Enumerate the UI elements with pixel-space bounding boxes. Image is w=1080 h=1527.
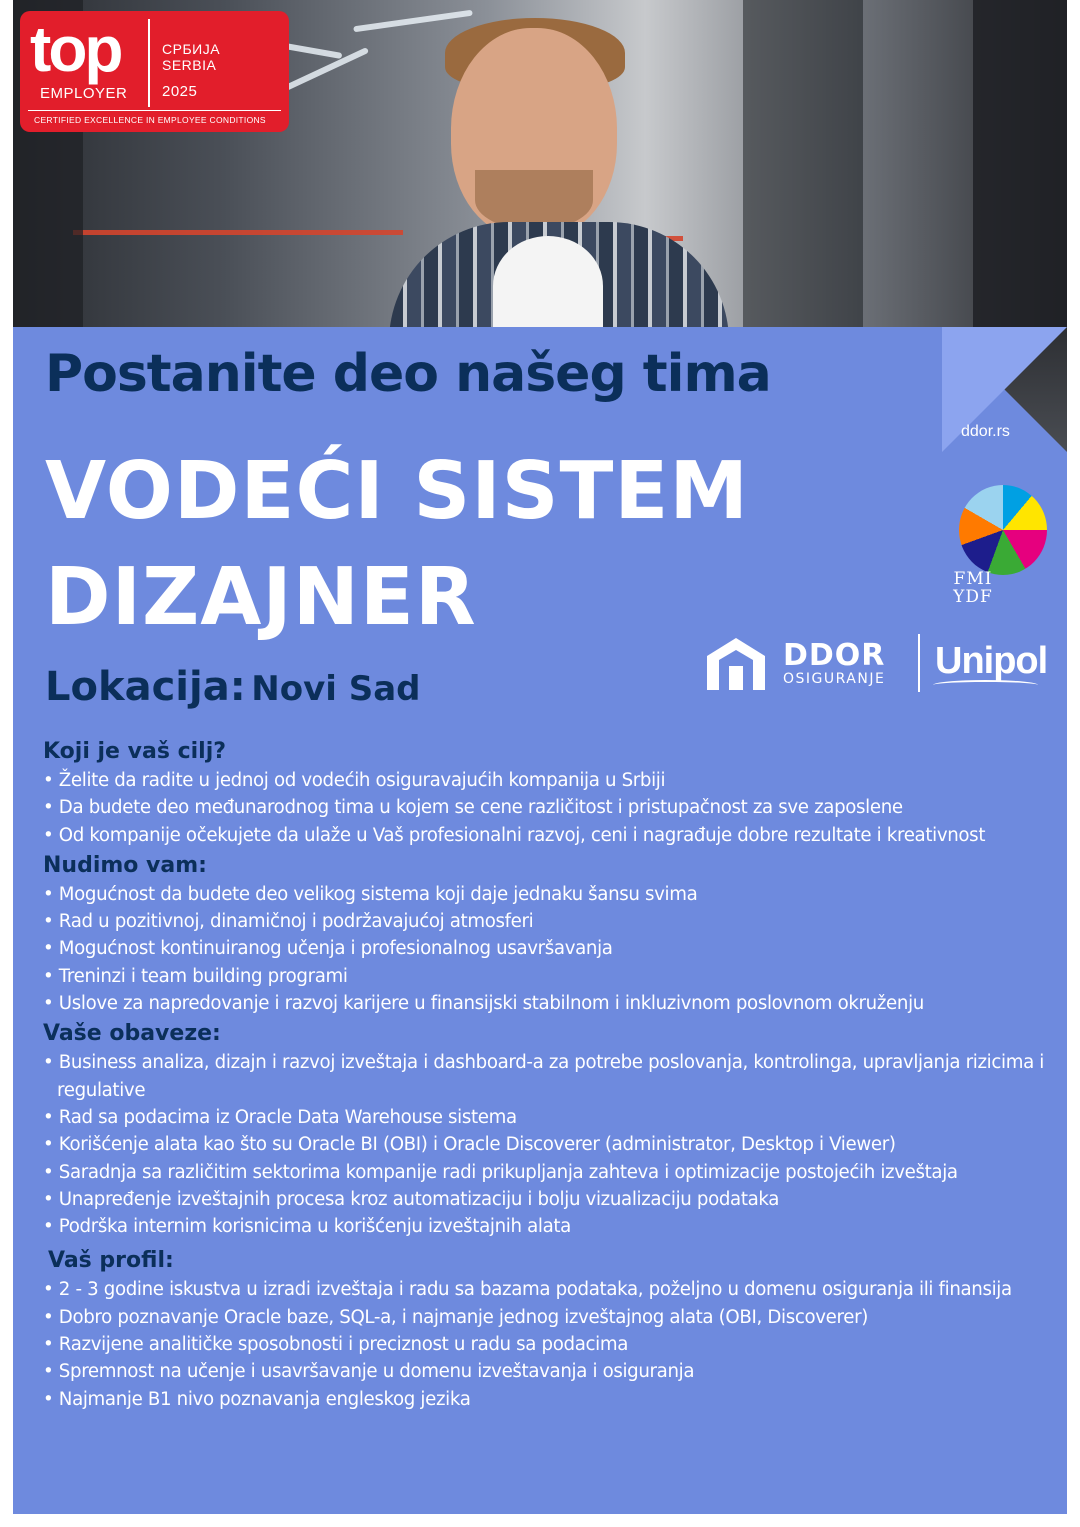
- list-item: • Mogućnost kontinuiranog učenja i profesionalnog usavršavanja: [43, 938, 613, 960]
- location-value: Novi Sad: [251, 669, 421, 709]
- section-duties: [43, 1019, 1067, 1240]
- list-item: • Najmanje B1 nivo poznavanja engleskog jezika: [43, 1388, 471, 1410]
- list-item: • Podrška internim korisnicima u korišćenju izveštajnih alata: [43, 1216, 571, 1238]
- ddor-logo-sub: OSIGURANJE: [783, 671, 886, 687]
- job-title-line-1: VODEĆI SISTEM: [45, 445, 749, 537]
- badge-year: 2025: [162, 83, 198, 100]
- section-heading: Nudimo vam:: [43, 852, 207, 878]
- list-item: • 2 - 3 godine iskustva u izradi izveštaja i radu sa bazama podataka, poželjno u domenu osiguranja ili finansija: [43, 1279, 1012, 1301]
- logo-divider: [918, 634, 920, 692]
- section-profile: [43, 1246, 1067, 1412]
- job-poster: [13, 0, 1067, 1514]
- list-item: • Da budete deo međunarodnog tima u kojem se cene različitost i pristupačnost za sve zaposlene: [43, 797, 903, 819]
- location: [45, 664, 421, 710]
- badge-employer: EMPLOYER: [40, 85, 128, 102]
- ddor-logo-name: DDOR: [783, 638, 886, 673]
- fmi-logo-text: FMI YDF: [953, 569, 993, 607]
- section-goal: [43, 737, 1067, 849]
- list-item: • Korišćenje alata kao što su Oracle BI (OBI) i Oracle Discoverer (administrator, Desktop i Viewer): [43, 1134, 896, 1156]
- location-label: Lokacija:: [45, 664, 246, 710]
- section-heading: Koji je vaš cilj?: [43, 739, 227, 764]
- ddor-house-icon: [705, 636, 767, 692]
- job-title: [45, 438, 749, 650]
- list-item: • Uslove za napredovanje i razvoj karijere u finansijski stabilnom i inkluzivnom poslovnom okruženju: [43, 993, 924, 1015]
- badge-certified: CERTIFIED EXCELLENCE IN EMPLOYEE CONDITIONS: [34, 115, 266, 125]
- list-item: • Treninzi i team building programi: [43, 965, 348, 987]
- section-heading: Vaš profil:: [48, 1248, 174, 1274]
- list-item: • Mogućnost da budete deo velikog sistema koji daje jednaku šansu svima: [43, 883, 698, 905]
- section-offer: [43, 851, 1067, 1017]
- list-item: • Business analiza, dizajn i razvoj izveštaja i dashboard-a za potrebe poslovanja, kontrolinga, upravljanja rizicima i regulative: [43, 1052, 1045, 1101]
- fmi-globe-logo: [959, 485, 1047, 575]
- list-item: • Od kompanije očekujete da ulaže u Vaš profesionalni razvoj, ceni i nagrađuje dobre rezultate i kreativnost: [43, 824, 986, 846]
- unipol-logo: Unipol: [935, 640, 1048, 682]
- badge-top-logo: top: [30, 13, 121, 85]
- top-employer-badge: [20, 11, 289, 132]
- page-subtitle: Postanite deo našeg tima: [45, 344, 771, 404]
- list-item: • Rad sa podacima iz Oracle Data Warehouse sistema: [43, 1106, 517, 1128]
- section-heading: Vaše obaveze:: [43, 1021, 221, 1047]
- list-item: • Rad u pozitivnoj, dinamičnoj i podržavajućoj atmosferi: [43, 911, 534, 933]
- badge-country: СРБИЈА SERBIA: [162, 41, 221, 73]
- job-title-line-2: DIZAJNER: [45, 551, 477, 643]
- list-item: • Razvijene analitičke sposobnosti i preciznost u radu sa podacima: [43, 1334, 628, 1356]
- list-item: • Unapređenje izveštajnih procesa kroz automatizaciju i bolju vizualizaciju podataka: [43, 1188, 780, 1210]
- job-details: [43, 737, 1067, 1413]
- list-item: • Saradnja sa različitim sektorima kompanije radi prikupljanja zahteva i optimizacije postojećih izveštaja: [43, 1161, 958, 1183]
- list-item: • Dobro poznavanje Oracle baze, SQL-a, i najmanje jednog izveštajnog alata (OBI, Discoverer): [43, 1306, 868, 1328]
- list-item: • Želite da radite u jednoj od vodećih osiguravajućih kompanija u Srbiji: [43, 770, 666, 791]
- list-item: • Spremnost na učenje i usavršavanje u domenu izveštavanja i osiguranja: [43, 1361, 695, 1383]
- website-link[interactable]: ddor.rs: [961, 423, 1010, 440]
- unipol-swoosh: [933, 680, 1038, 690]
